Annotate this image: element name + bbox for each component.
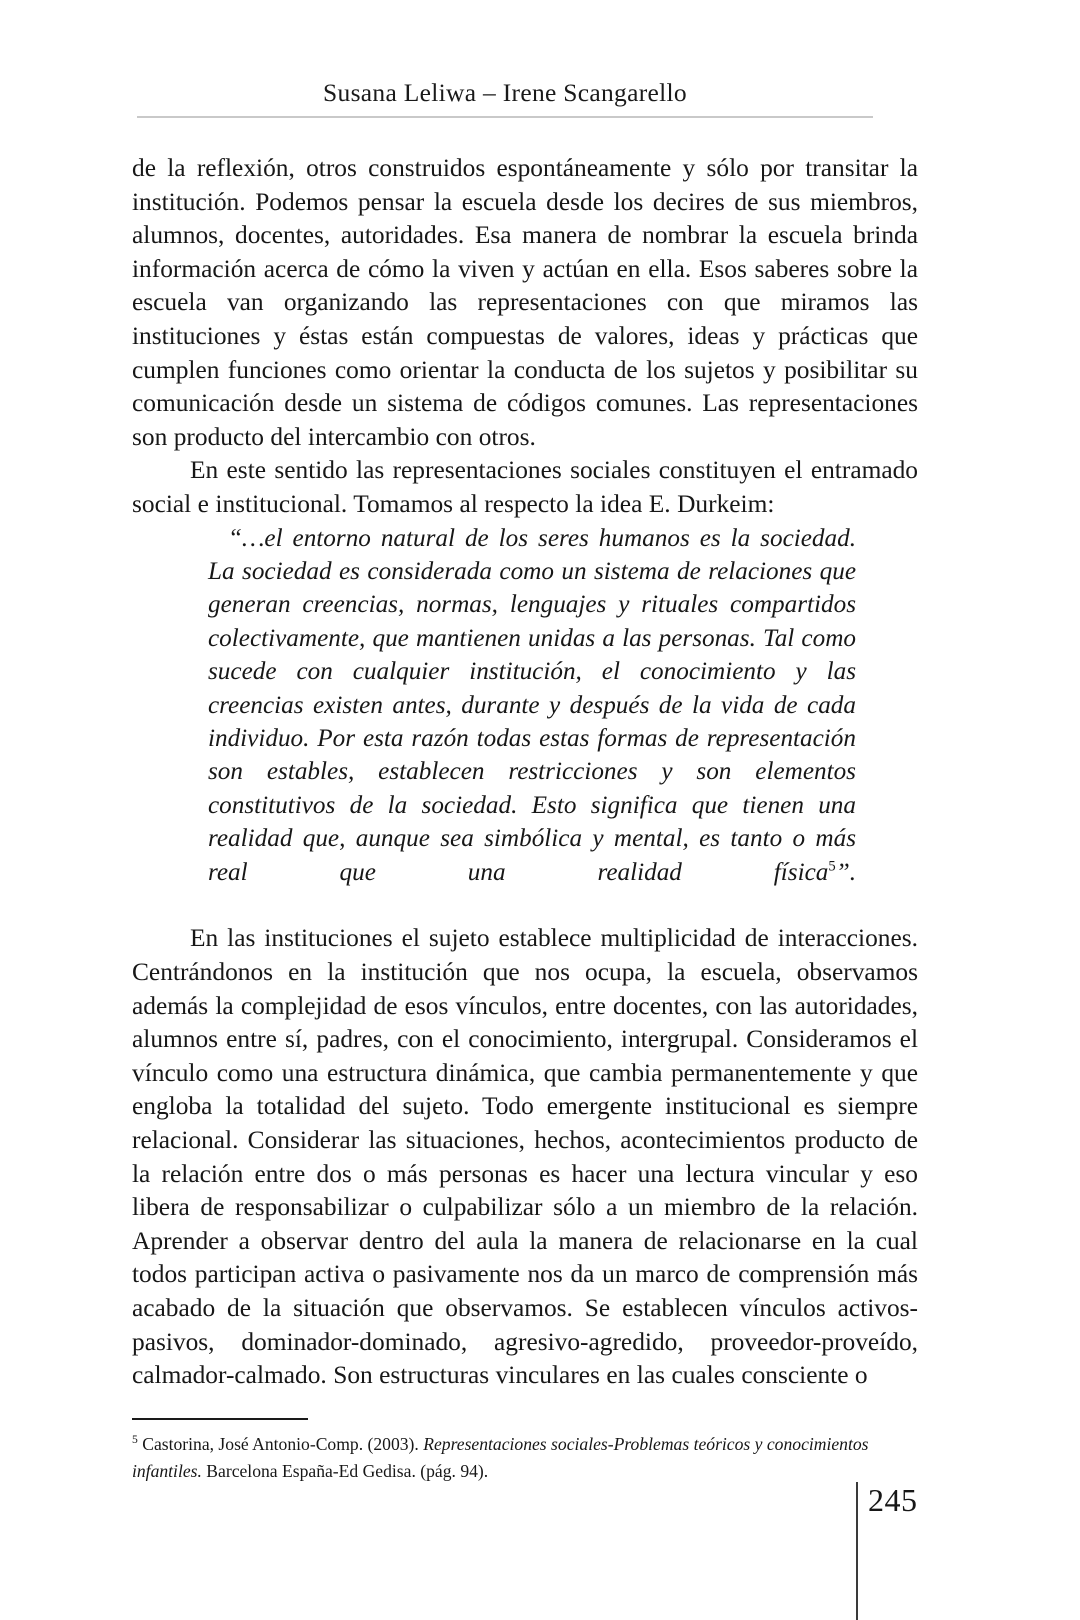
quotation-text: “…el entorno natural de los seres humanos es la sociedad. La sociedad es considerada como un sistema de relaciones que generan creencias, normas, lenguajes y rituales compartidos colectivamente, que mantienen unidas a las personas. Tal como sucede con cualquier institución, el conocimiento y las creencias existen antes, durante y después de la vida de cada individuo. Por esta razón todas estas formas de representación son estables, establecen restricciones y son elementos constitutivos de la sociedad. Esto significa que tienen una realidad que, aunque sea simbólica y mental, es tanto o más real que una realidad física: [208, 524, 856, 886]
folio: [856, 1482, 918, 1620]
footnote-author-year: Castorina, José Antonio-Comp. (2003).: [137, 1434, 424, 1454]
footnote-number: 5: [132, 1433, 138, 1447]
block-quotation: [208, 522, 856, 923]
footnote-separator-rule: [132, 1418, 308, 1420]
page-number: 245: [868, 1482, 918, 1518]
text-column: [132, 152, 918, 1393]
footnote-entry: [132, 1431, 922, 1485]
footnote-area: [132, 1418, 922, 1485]
quotation-closing-punctuation: ”.: [835, 858, 856, 886]
body-paragraph-3: En las instituciones el sujeto establece multiplicidad de interacciones. Centrándonos en la institución que nos ocupa, la escuela, observamos además la complejidad de esos vínculos, entre docentes, con las autoridades, alumnos entre sí, padres, con el conocimiento, intergrupal. Consideramos el vínculo como una estructura dinámica, que cambia permanentemente y que engloba la totalidad del sujeto. Todo emergente institucional es siempre relacional. Considerar las situaciones, hechos, acontecimientos producto de la relación entre dos o más personas es hacer una lectura vincular y eso libera de responsabilizar o culpabilizar sólo a un miembro de la relación. Aprender a observar dentro del aula la manera de relacionarse en la cual todos participan activa o pasivamente nos da un marco de comprensión más acabado de la situación que observamos. Se establecen vínculos activos-pasivos, dominador-dominado, agresivo-agredido, proveedor-proveído, calmador-calmado. Son estructuras vinculares en las cuales consciente o: [132, 924, 918, 1390]
body-paragraph-1: de la reflexión, otros construidos espontáneamente y sólo por transitar la institución. Podemos pensar la escuela desde los decires de sus miembros, alumnos, docentes, autoridades. Esa manera de nombrar la escuela brinda información acerca de cómo la viven y actúan en ella. Esos saberes sobre la escuela van organizando las representaciones con que miramos las instituciones y éstas están compuestas de valores, ideas y prácticas que cumplen funciones como orientar la conducta de los sujetos y posibilitar su comunicación desde un sistema de códigos comunes. Las representaciones son producto del intercambio con otros.: [132, 154, 918, 451]
header-divider-rule: [137, 116, 873, 118]
footnote-publisher: Barcelona España-Ed Gedisa. (pág. 94).: [201, 1461, 489, 1481]
footnote-reference-marker[interactable]: 5: [828, 858, 836, 875]
running-head: Susana Leliwa – Irene Scangarello: [323, 78, 687, 107]
body-paragraph-2: En este sentido las representaciones sociales constituyen el entramado social e institucional. Tomamos al respecto la idea E. Durkeim:: [132, 456, 918, 518]
footnote-title: Representaciones sociales-Problemas teóricos y conocimientos infantiles.: [132, 1434, 869, 1481]
